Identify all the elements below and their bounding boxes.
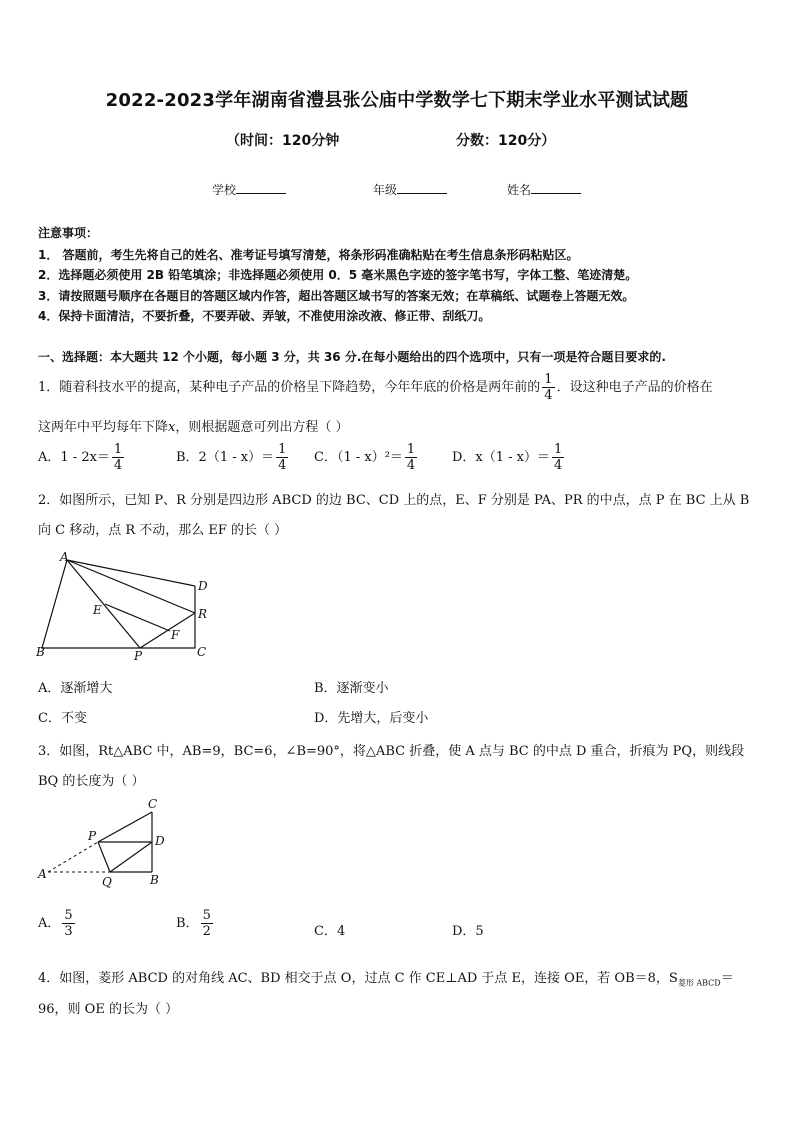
score-info: 分数：120分） [456, 133, 556, 149]
notice-item: 3．请按照题号顺序在各题目的答题区域内作答，超出答题区域书写的答案无效；在草稿纸、试题卷上答题无效。 [38, 289, 635, 303]
label-C: C [197, 645, 207, 659]
question-3-line2: BQ 的长度为（ ） [38, 774, 145, 789]
q3-option-c[interactable]: C．4 [314, 924, 346, 939]
question-2-line1: 2．如图所示，已知 P、R 分别是四边形 ABCD 的边 BC、CD 上的点，E、F 分别是 PA、PR 的中点，点 P 在 BC 上从 B [38, 493, 750, 508]
grade-label: 年级 [373, 183, 398, 197]
grade-field[interactable] [373, 181, 447, 198]
grade-blank[interactable] [397, 182, 447, 194]
question-3-line1: 3．如图，Rt△ABC 中，AB=9，BC=6，∠B=90°，将△ABC 折叠，使 A 点与 BC 的中点 D 重合，折痕为 PQ，则线段 [38, 744, 745, 759]
label-R: R [198, 607, 208, 621]
q2-figure [30, 548, 220, 662]
school-blank[interactable] [236, 182, 286, 194]
label-P: P [88, 829, 97, 843]
label-F: F [171, 628, 180, 642]
name-label: 姓名 [507, 183, 532, 197]
label-A: A [38, 867, 47, 881]
q1-fraction: $\frac{1}{4}$ [544, 372, 553, 403]
q2-option-a[interactable]: A．逐渐增大 [38, 681, 113, 696]
q2-option-d[interactable]: D．先增大，后变小 [314, 711, 429, 726]
label-Q: Q [102, 875, 112, 889]
q1-option-c[interactable]: C．（1 - x）²＝ $\frac{1}{4}$ [314, 442, 416, 473]
question-2-line2: 向 C 移动，点 R 不动，那么 EF 的长（ ） [38, 523, 288, 538]
question-4-line2: 96，则 OE 的长为（ ） [38, 1002, 179, 1017]
q2-option-b[interactable]: B．逐渐变小 [314, 681, 389, 696]
q1-text-a: 1．随着科技水平的提高，某种电子产品的价格呈下降趋势，今年年底的价格是两年前的 [38, 380, 541, 395]
q1-option-d[interactable]: D．x（1 - x）＝ $\frac{1}{4}$ [452, 442, 563, 473]
q1-text-b: ．设这种电子产品的价格在 [556, 380, 713, 395]
name-blank[interactable] [531, 182, 581, 194]
label-B: B [36, 645, 45, 659]
label-C: C [148, 797, 158, 811]
q2-option-c[interactable]: C．不变 [38, 711, 87, 726]
label-D: D [198, 579, 208, 593]
notice-item: 2．选择题必须使用 2B 铅笔填涂；非选择题必须使用 0．5 毫米黑色字迹的签字笔书写，字体工整、笔迹清楚。 [38, 268, 638, 282]
notice-heading: 注意事项： [38, 226, 99, 240]
label-D: D [155, 834, 165, 848]
notice-item: 1． 答题前，考生先将自己的姓名、准考证号填写清楚，将条形码准确粘贴在考生信息条形码粘贴区。 [38, 248, 579, 262]
q3-option-d[interactable]: D．5 [452, 924, 484, 939]
q1-option-a[interactable]: A．1 - 2x＝ $\frac{1}{4}$ [38, 442, 123, 473]
label-A: A [60, 550, 69, 564]
q3-option-b[interactable]: B． $\frac{5}{2}$ [176, 908, 211, 939]
label-E: E [93, 603, 102, 617]
question-1-line2: 这两年中平均每年下降x，则根据题意可列出方程（ ） [38, 420, 349, 435]
question-1-line1 [38, 372, 713, 403]
q3-figure [30, 796, 180, 891]
label-B: B [150, 873, 159, 887]
page-title: 2022-2023学年湖南省澧县张公庙中学数学七下期末学业水平测试试题 [105, 90, 689, 111]
label-P: P [134, 649, 143, 662]
section-heading: 一、选择题：本大题共 12 个小题，每小题 3 分，共 36 分.在每小题给出的四个选项中，只有一项是符合题目要求的. [38, 350, 666, 364]
notice-item: 4．保持卡面清洁，不要折叠，不要弄破、弄皱，不准使用涂改液、修正带、刮纸刀。 [38, 309, 491, 323]
name-field[interactable] [507, 181, 581, 198]
q1-option-b[interactable]: B．2（1 - x）＝ $\frac{1}{4}$ [176, 442, 287, 473]
school-label: 学校 [212, 183, 237, 197]
time-info: （时间：120分钟 [226, 133, 340, 149]
question-4-line1: 4．如图，菱形 ABCD 的对角线 AC、BD 相交于点 O，过点 C 作 CE⊥AD 于点 E，连接 OE，若 OB＝8，$S_{菱形 ABCD}=$ [38, 971, 734, 988]
school-field[interactable] [212, 181, 286, 198]
q3-option-a[interactable]: A． $\frac{5}{3}$ [38, 908, 73, 939]
